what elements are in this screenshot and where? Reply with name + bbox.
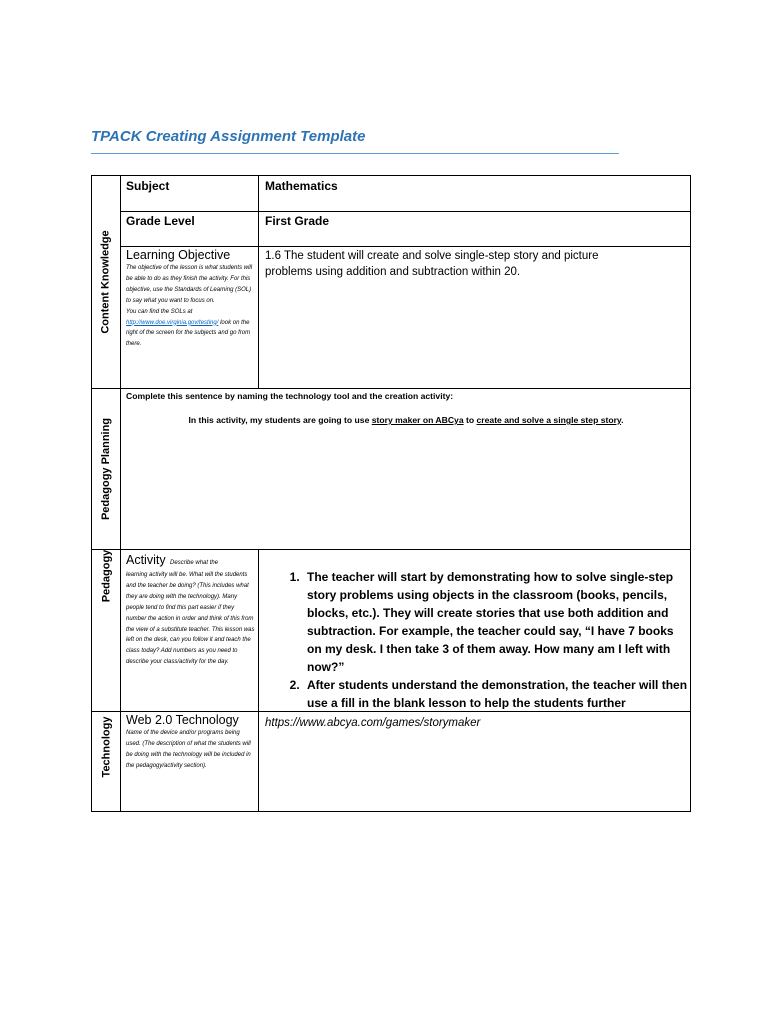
planning-tool: story maker on ABCya (371, 415, 464, 425)
grade-label: Grade Level (126, 214, 195, 228)
planning-creation: create and solve a single step story (476, 415, 622, 425)
subject-label-cell (126, 177, 254, 209)
activity-help: learning activity will be. What will the students and the teacher be doing? (This includes what they are doing with the technology). Many people tend to find this part easier if they number the action in order and think of this from the view of a substitute teacher. This lesson was left on the desk, can you follow it and teach the class today? Add numbers as you need to describe your class/activity for the day. (126, 572, 255, 666)
section-pedagogy: Pedagogy (100, 549, 113, 603)
section-pedagogy-planning: Pedagogy Planning (100, 417, 113, 521)
section-content-knowledge: Content Knowledge (100, 230, 112, 334)
planning-sentence: In this activity, my students are going to use story maker on ABCya to create and solve a single step story. (188, 415, 624, 425)
section-technology: Technology (100, 716, 113, 778)
subject-value-cell (265, 177, 685, 209)
objective-value-cell (265, 248, 645, 386)
sol-link[interactable]: http://www.doe.virginia.gov/testing/ (126, 319, 219, 326)
activity-label-cell (126, 551, 256, 709)
document-title: TPACK Creating Assignment Template (91, 128, 366, 145)
activity-step: 2. After students understand the demonstration, the teacher will then use a fill in the blank lesson to help the students further (303, 676, 689, 709)
activity-steps (259, 568, 689, 709)
subject-value: Mathematics (265, 179, 338, 193)
technology-label-cell (126, 713, 254, 809)
activity-steps-cell (259, 568, 689, 709)
technology-url[interactable]: https://www.abcya.com/games/storymaker (265, 717, 481, 729)
activity-label: Activity (126, 553, 166, 567)
objective-help: The objective of the lesson is what students will be able to do as they finish the activity. For this objective, use the Standards of Learning (SOL) to say what you want to focus on. You can find the SOLs at http://www.doe.virginia.gov/testing/ look on the right of the screen for the subjects and go from there. (126, 265, 253, 348)
activity-heading: Activity Describe what the (126, 553, 219, 567)
technology-value-cell (265, 713, 685, 809)
activity-step: 1. The teacher will start by demonstrating how to solve single-step story problems using objects in the classroom (books, pencils, blocks, etc.). They will create stories that use both addition and subtraction. For example, the teacher could say, “I have 7 books on my desk. I then take 3 of them away. How many am I left with now?” (303, 568, 689, 676)
grade-value: First Grade (265, 214, 330, 228)
objective-label-cell (126, 248, 256, 386)
subject-label: Subject (126, 179, 170, 193)
grade-label-cell (126, 212, 254, 244)
technology-label: Web 2.0 Technology (126, 713, 239, 727)
technology-help: Name of the device and/or programs being used. (The description of what the students will be doing with the technology will be included in the pedagogy/activity section). (126, 730, 251, 769)
grade-value-cell (265, 212, 685, 244)
planning-prompt: Complete this sentence by naming the technology tool and the creation activity: (126, 391, 454, 401)
objective-label: Learning Objective (126, 248, 231, 262)
objective-value: 1.6 The student will create and solve single-step story and picture problems using addition and subtraction within 20. (265, 250, 599, 278)
planning-cell (126, 391, 686, 546)
